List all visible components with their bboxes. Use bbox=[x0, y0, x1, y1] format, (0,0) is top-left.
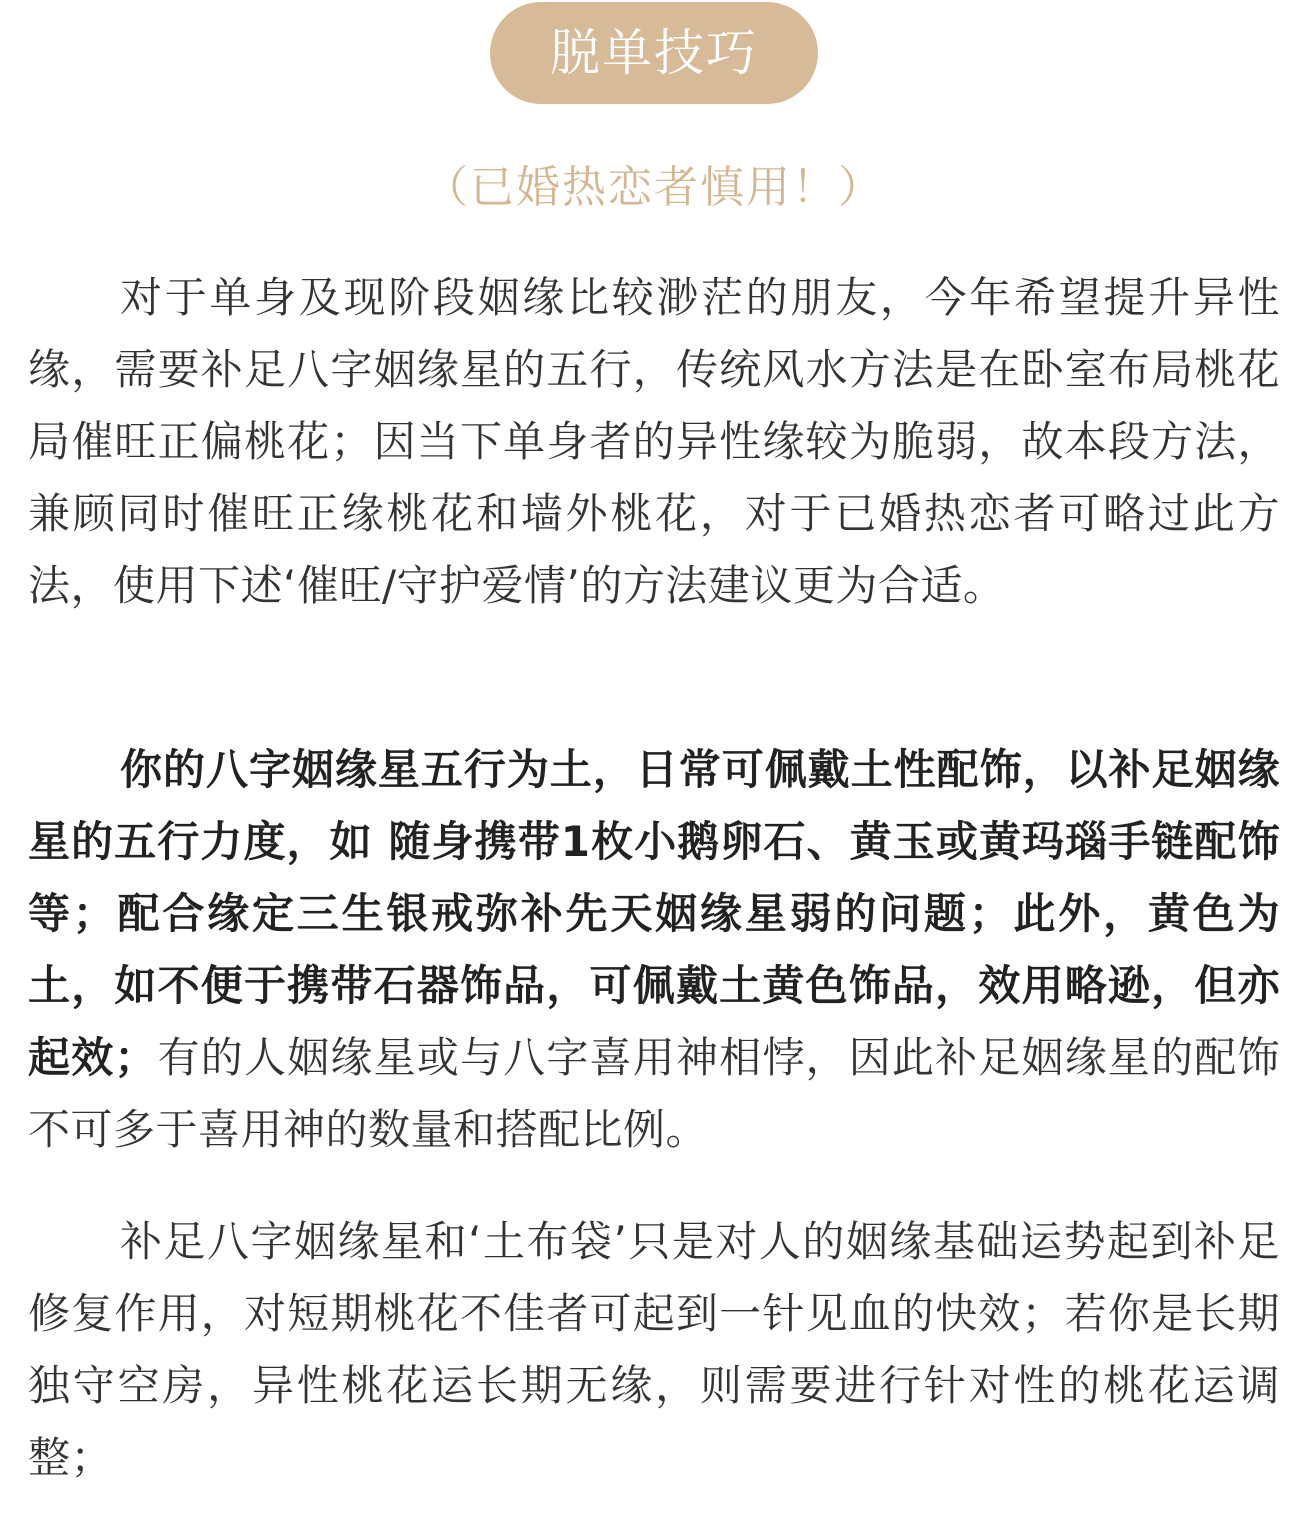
section-title-badge bbox=[490, 2, 818, 104]
paragraph-intro: 对于单身及现阶段姻缘比较渺茫的朋友，今年希望提升异性缘，需要补足八字姻缘星的五行，传统风水方法是在卧室布局桃花局催旺正偏桃花；因当下单身者的异性缘较为脆弱，故本段方法，兼顾同时催旺正缘桃花和墙外桃花，对于已婚热恋者可略过此方法，使用下述‘催旺/守护爱情’的方法建议更为合适。 bbox=[28, 273, 1280, 610]
paragraph-summary: 补足八字姻缘星和‘土布袋’只是对人的姻缘基础运势起到补足修复作用，对短期桃花不佳者可起到一针见血的快效；若你是长期独守空房，异性桃花运长期无缘，则需要进行针对性的桃花运调整； bbox=[28, 1217, 1280, 1482]
paragraph-advice-bold: 你的八字姻缘星五行为土，日常可佩戴土性配饰，以补足姻缘星的五行力度，如 随身携带1枚小鹅卵石、黄玉或黄玛瑙手链配饰等；配合缘定三生银戒弥补先天姻缘星弱的问题；此外，黄色为土，如不便于携带石器饰品，可佩戴土黄色饰品，效用略逊，但亦起效； bbox=[28, 745, 1280, 1082]
warning-subtitle: （已婚热恋者慎用！） bbox=[424, 162, 884, 213]
section-title: 脱单技巧 bbox=[550, 24, 758, 82]
paragraph-advice bbox=[28, 734, 1280, 1166]
paragraph-advice-rest: 有的人姻缘星或与八字喜用神相悖，因此补足姻缘星的配饰不可多于喜用神的数量和搭配比例。 bbox=[28, 1033, 1280, 1154]
